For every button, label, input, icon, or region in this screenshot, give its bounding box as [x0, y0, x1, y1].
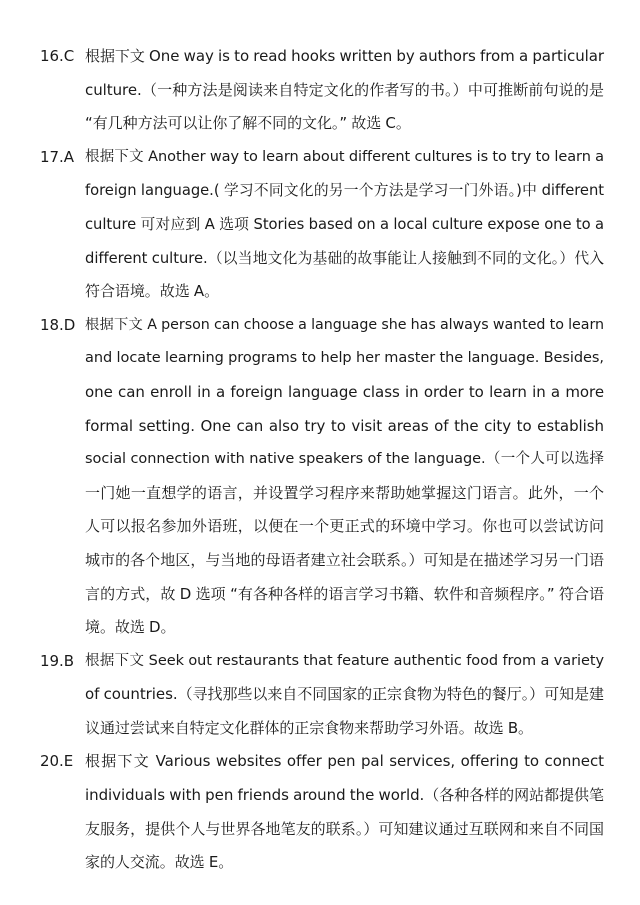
- explanation-line: 城市的各个地区，与当地的母语者建立社会联系。）可知是在描述学习另一门语: [85, 550, 604, 569]
- explanation-line: and locate learning programs to help her master the language. Besides,: [85, 350, 604, 367]
- explanation-line: 境。故选 D。: [85, 618, 176, 637]
- answer-item-20: [40, 745, 604, 879]
- explanation-line: one can enroll in a foreign language class in order to learn in a more: [85, 382, 604, 401]
- explanation-line: culture.（一种方法是阅读来自特定文化的作者写的书。）中可推断前句说的是: [85, 80, 604, 99]
- answer-item-16: [40, 40, 604, 141]
- explanation-line: foreign language.( 学习不同文化的另一个方法是学习一门外语。)中 different: [85, 182, 604, 200]
- explanation-line: 家的人交流。故选 E。: [85, 853, 234, 872]
- explanation-line: of countries.（寻找那些以来自不同国家的正宗食物为特色的餐厅。）可知是建: [85, 685, 604, 704]
- answer-explanation: [85, 40, 604, 141]
- answer-explanation: [85, 309, 604, 645]
- answer-explanation: [85, 745, 604, 879]
- explanation-line: 一门她一直想学的语言，并设置学习程序来帮助她掌握这门语言。此外，一个: [85, 483, 604, 502]
- answer-explanation: [85, 645, 604, 746]
- explanation-line: formal setting. One can also try to visit areas of the city to establish: [85, 416, 604, 435]
- explanation-line: 根据下文 One way is to read hooks written by authors from a particular: [85, 47, 605, 65]
- explanation-line: 根据下文 Another way to learn about different cultures is to try to learn a: [85, 148, 604, 165]
- answer-number: 17.A: [40, 147, 74, 166]
- answer-number: 20.E: [40, 752, 74, 771]
- answer-number: 18.D: [40, 315, 76, 334]
- explanation-line: social connection with native speakers of the language.（一个人可以选择: [85, 451, 604, 468]
- explanation-line: individuals with pen friends around the world.（各种各样的网站都提供笔: [85, 786, 604, 805]
- explanation-line: different culture.（以当地文化为基础的故事能让人接触到不同的文化。）代入: [85, 249, 604, 267]
- explanation-line: 友服务，提供个人与世界各地笔友的联系。）可知建议通过互联网和来自不同国: [85, 819, 604, 838]
- explanation-line: 议通过尝试来自特定文化群体的正宗食物来帮助学习外语。故选 B。: [85, 718, 534, 737]
- explanation-line: 人可以报名参加外语班，以便在一个更正式的环境中学习。你也可以尝试访问: [85, 517, 604, 536]
- explanation-line: 言的方式，故 D 选项 “有各种各样的语言学习书籍、软件和音频程序。” 符合语: [85, 584, 604, 603]
- answer-item-18: [40, 309, 604, 645]
- explanation-line: 根据下文 Seek out restaurants that feature authentic food from a variety: [85, 652, 604, 669]
- answer-number: 19.B: [40, 651, 74, 670]
- answer-item-19: [40, 645, 604, 746]
- answer-item-17: [40, 141, 604, 309]
- explanation-line: “有几种方法可以让你了解不同的文化。” 故选 C。: [85, 114, 411, 133]
- explanation-line: 根据下文 Various websites offer pen pal services, offering to connect: [85, 752, 604, 771]
- explanation-line: culture 可对应到 A 选项 Stories based on a local culture expose one to a: [85, 215, 604, 233]
- explanation-line: 符合语境。故选 A。: [85, 282, 220, 301]
- explanation-line: 根据下文 A person can choose a language she has always wanted to learn: [85, 316, 604, 333]
- answer-explanation: [85, 141, 604, 309]
- answer-number: 16.C: [40, 47, 75, 65]
